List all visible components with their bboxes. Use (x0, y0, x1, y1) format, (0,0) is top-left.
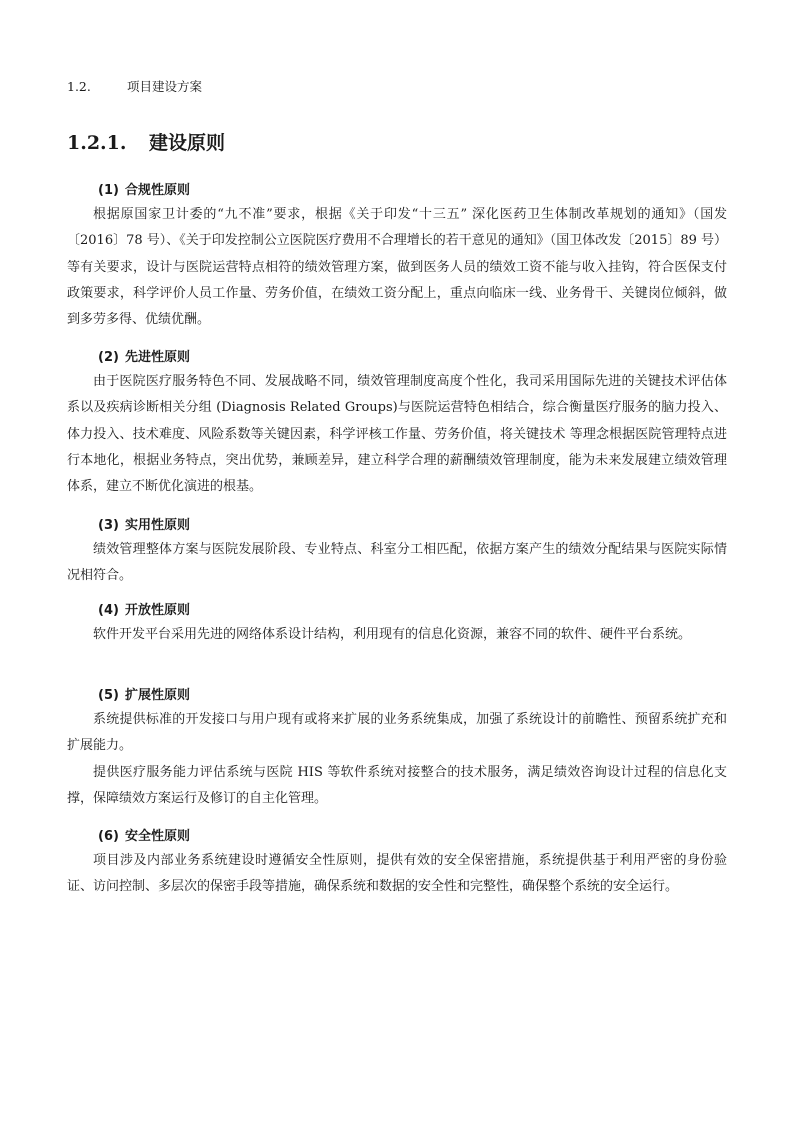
principle-name: 先进性原则 (124, 350, 190, 365)
principle-name: 安全性原则 (124, 829, 190, 844)
subsection-heading (67, 128, 225, 155)
principle-name: 扩展性原则 (124, 688, 190, 703)
principle-index: (1) (98, 183, 119, 198)
principle-extensibility (67, 685, 727, 812)
principle-title (98, 515, 727, 537)
principle-paragraph: 提供医疗服务能力评估系统与医院 HIS 等软件系统对接整合的技术服务，满足绩效咨询设计过程的信息化支撑，保障绩效方案运行及修订的自主化管理。 (67, 764, 727, 806)
principle-title (98, 826, 727, 848)
principle-name: 合规性原则 (124, 183, 190, 198)
principle-name: 实用性原则 (124, 518, 190, 533)
principle-paragraph: 软件开发平台采用先进的网络体系设计结构，利用现有的信息化资源，兼容不同的软件、硬件平台系统。 (93, 627, 692, 642)
principle-security (67, 826, 727, 901)
principle-practical (67, 515, 727, 590)
principle-title (98, 180, 727, 202)
principle-index: (6) (98, 829, 119, 844)
principle-paragraph: 由于医院医疗服务特色不同、发展战略不同，绩效管理制度高度个性化，我司采用国际先进的关键技术评估体系以及疾病诊断相关分组 (Diagnosis Related Groups)与医院运营特色相结合，综合衡量医疗服务的脑力投入、体力投入、技术难度、风险系数等关键因素，科学评核工作量、劳务价值，将关键技术 等理念根据医院管理特点进行本地化，根据业务特点，突出优势，兼顾差异，建立科学合理的薪酬绩效管理制度，能为未来发展建立绩效管理体系，建立不断优化演进的根基。 (67, 374, 727, 495)
section-title: 项目建设方案 (127, 79, 203, 94)
subsection-title: 建设原则 (149, 132, 226, 154)
principle-index: (5) (98, 688, 119, 703)
principle-title (98, 347, 727, 369)
principle-openness (67, 600, 727, 648)
principle-paragraph: 绩效管理整体方案与医院发展阶段、专业特点、科室分工相匹配，依据方案产生的绩效分配结果与医院实际情况相符合。 (67, 542, 727, 584)
section-number: 1.2. (67, 79, 91, 94)
subsection-number: 1.2.1. (67, 132, 127, 154)
principle-advanced (67, 347, 727, 500)
principle-compliance (67, 180, 727, 333)
principle-index: (4) (98, 603, 119, 618)
principle-name: 开放性原则 (124, 603, 190, 618)
principle-paragraph: 根据原国家卫计委的“九不准”要求，根据《关于印发“十三五” 深化医药卫生体制改革规划的通知》（国发〔2016〕78 号）、《关于印发控制公立医院医疗费用不合理增长的若干意见的通知》（国卫体改发〔2015〕89 号）等有关要求，设计与医院运营特点相符的绩效管理方案，做到医务人员的绩效工资不能与收入挂钩，符合医保支付政策要求，科学评价人员工作量、劳务价值，在绩效工资分配上，重点向临床一线、业务骨干、关键岗位倾斜，做到多劳多得、优绩优酬。 (67, 207, 728, 328)
principle-title (98, 685, 727, 707)
principle-index: (3) (98, 518, 119, 533)
principle-title (98, 600, 727, 622)
principle-paragraph: 系统提供标准的开发接口与用户现有或将来扩展的业务系统集成，加强了系统设计的前瞻性、预留系统扩充和扩展能力。 (67, 712, 727, 754)
principle-paragraph: 项目涉及内部业务系统建设时遵循安全性原则，提供有效的安全保密措施，系统提供基于利用严密的身份验证、访问控制、多层次的保密手段等措施，确保系统和数据的安全性和完整性，确保整个系统的安全运行。 (67, 853, 727, 895)
principle-index: (2) (98, 350, 119, 365)
section-heading (67, 77, 202, 95)
